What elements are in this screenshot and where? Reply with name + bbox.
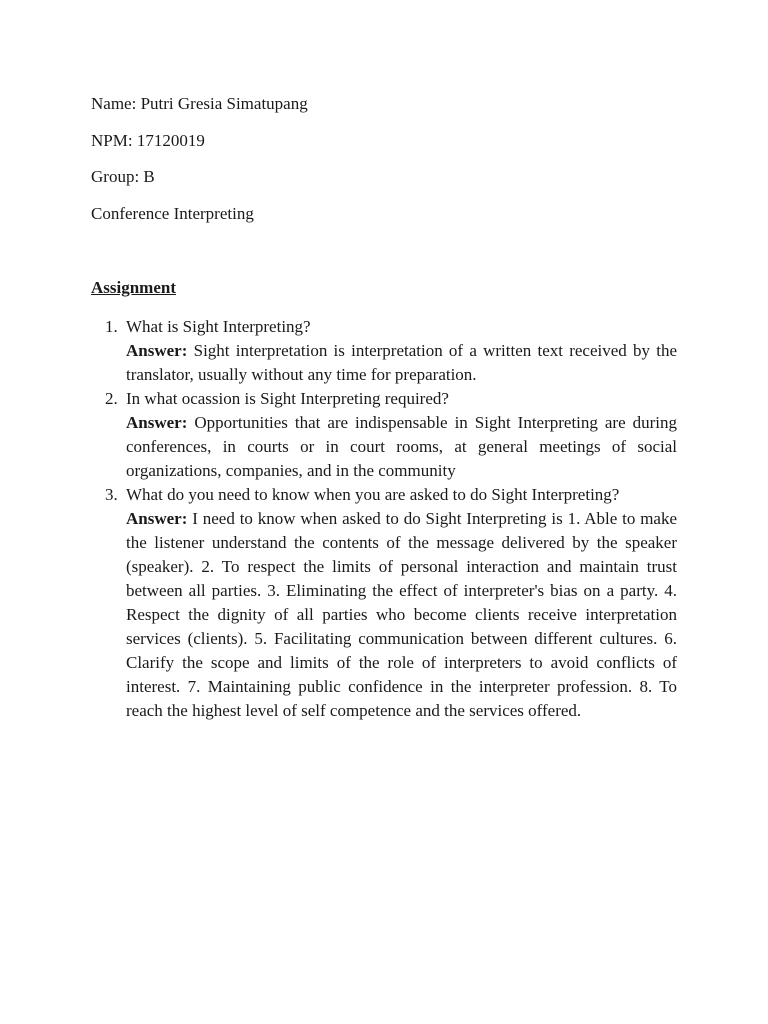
answer-paragraph xyxy=(126,339,677,387)
question-number: 2. xyxy=(105,389,118,408)
question-number: 1. xyxy=(105,317,118,336)
answer-text: Opportunities that are indispensable in Sight Interpreting are during conferences, in courts or in court rooms, at general meetings of social organizations, companies, and in the community xyxy=(126,413,677,480)
question-number: 3. xyxy=(105,485,118,504)
student-npm: NPM: 17120019 xyxy=(91,131,205,150)
assignment-heading: Assignment xyxy=(91,278,177,297)
answer-label: Answer: xyxy=(126,509,188,528)
question-text: What is Sight Interpreting? xyxy=(126,317,311,336)
answer-label: Answer: xyxy=(126,413,188,432)
question-text: In what ocassion is Sight Interpreting required? xyxy=(126,389,449,408)
question-item-1 xyxy=(105,315,677,387)
answer-paragraph xyxy=(126,507,677,723)
answer-label: Answer: xyxy=(126,341,188,360)
question-text: What do you need to know when you are asked to do Sight Interpreting? xyxy=(126,485,620,504)
question-item-2 xyxy=(105,387,677,483)
course-title: Conference Interpreting xyxy=(91,204,254,223)
answer-text: Sight interpretation is interpretation of a written text received by the translator, usually without any time for preparation. xyxy=(126,341,677,384)
student-name: Name: Putri Gresia Simatupang xyxy=(91,94,308,113)
question-list xyxy=(105,315,678,723)
student-group: Group: B xyxy=(91,167,155,186)
answer-text: I need to know when asked to do Sight Interpreting is 1. Able to make the listener understand the contents of the message delivered by the speaker (speaker). 2. To respect the limits of personal interaction and maintain trust between all parties. 3. Eliminating the effect of interpreter's bias on a party. 4. Respect the dignity of all parties who become clients receive interpretation services (clients). 5. Facilitating communication between different cultures. 6. Clarify the scope and limits of the role of interpreters to avoid conflicts of interest. 7. Maintaining public confidence in the interpreter profession. 8. To reach the highest level of self competence and the services offered. xyxy=(126,509,678,720)
answer-paragraph xyxy=(126,411,677,483)
question-item-3 xyxy=(105,483,678,723)
